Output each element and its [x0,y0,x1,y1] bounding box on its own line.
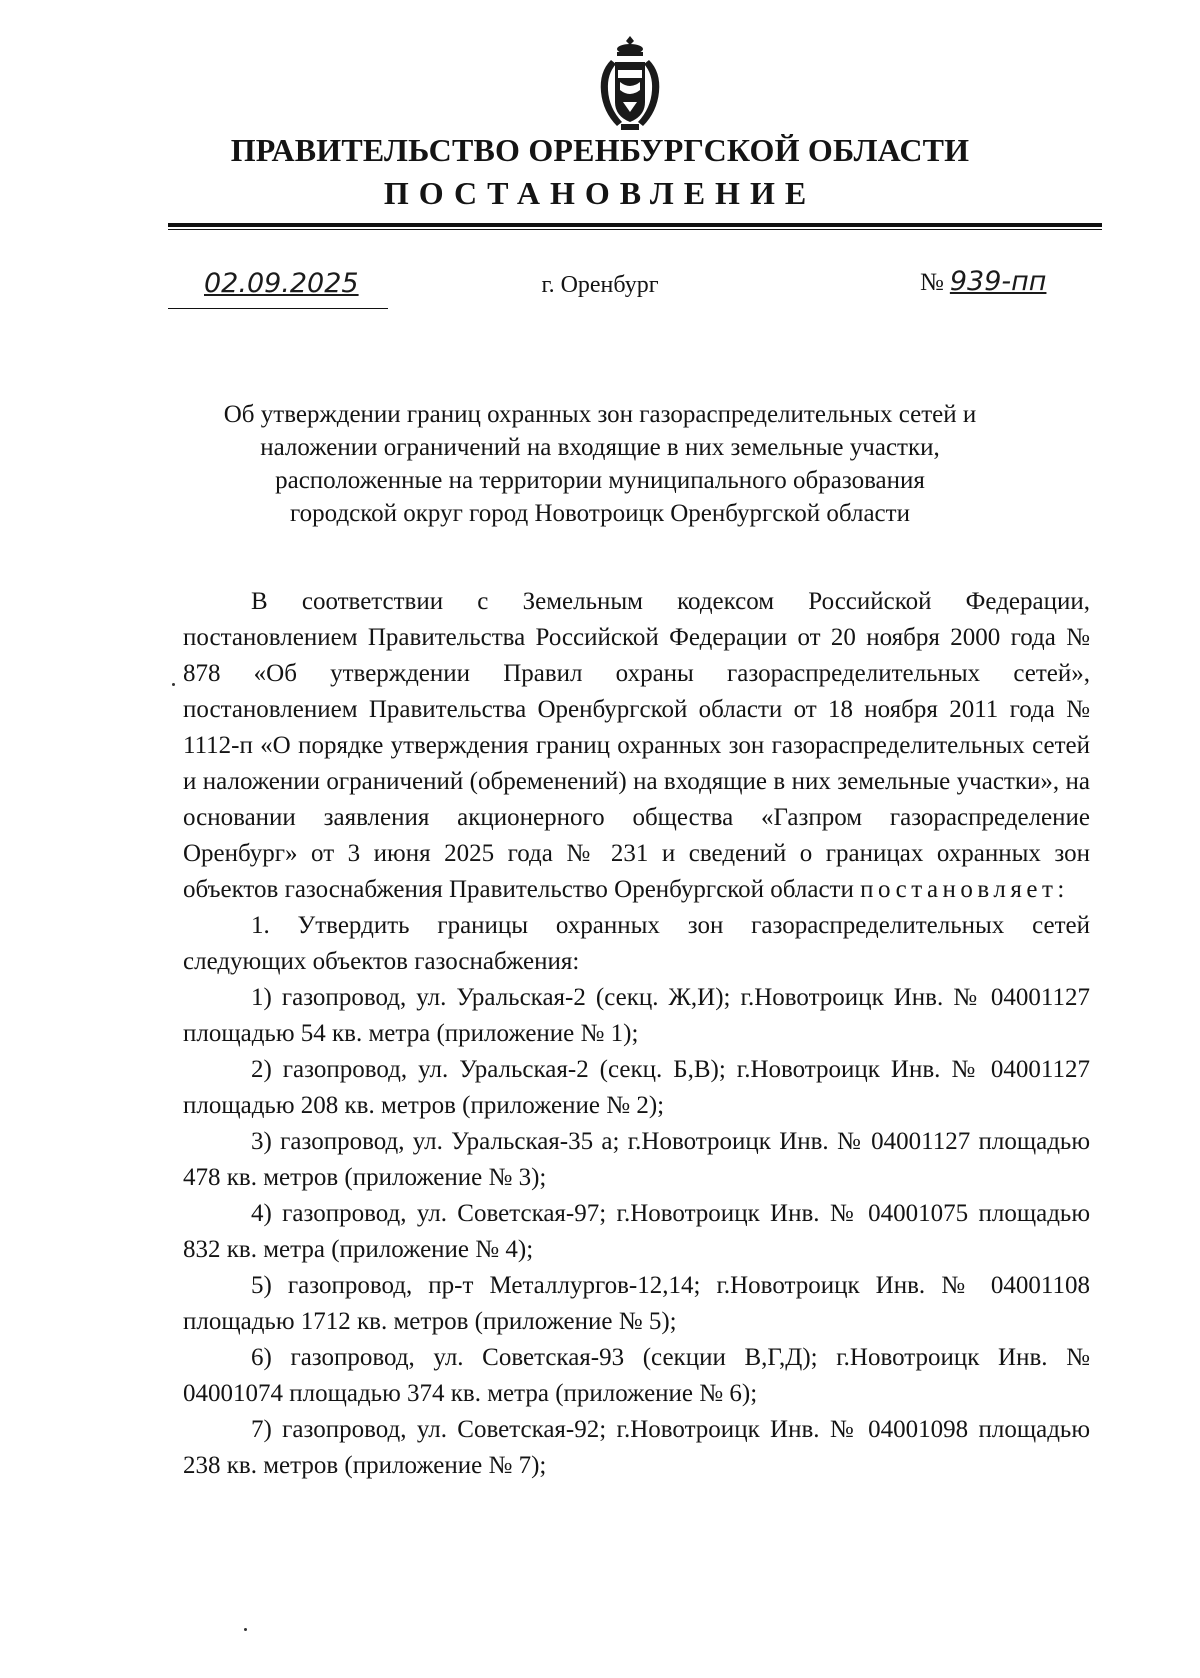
document-body [183,584,1090,1484]
header-rule-thick [168,223,1102,227]
title-line: наложении ограничений на входящие в них земельные участки, [260,434,940,461]
number-field [920,266,1046,297]
document-date: 02.09.2025 [204,268,359,299]
title-line: расположенные на территории муниципального образования [275,467,925,494]
scan-speck [172,683,175,686]
list-item: 5) газопровод, пр-т Металлургов-12,14; г.Новотроицк Инв. № 04001108 площадью 1712 кв. метров (приложение № 5); [183,1272,1090,1335]
list-item: 1) газопровод, ул. Уральская-2 (секц. Ж,И); г.Новотроицк Инв. № 04001127 площадью 54 кв. метра (приложение № 1); [183,984,1090,1047]
list-item: 7) газопровод, ул. Советская-92; г.Новотроицк Инв. № 04001098 площадью 238 кв. метров (приложение № 7); [183,1416,1090,1479]
document-type: ПОСТАНОВЛЕНИЕ [383,175,817,211]
point-1: 1. Утвердить границы охранных зон газораспределительных сетей следующих объектов газоснабжения: [183,912,1090,975]
organization-name: ПРАВИТЕЛЬСТВО ОРЕНБУРГСКОЙ ОБЛАСТИ [230,132,970,168]
scan-speck [244,1628,247,1631]
list-item: 4) газопровод, ул. Советская-97; г.Новотроицк Инв. № 04001075 площадью 832 кв. метра (приложение № 4); [183,1200,1090,1263]
number-prefix: № [920,269,944,296]
coat-of-arms-emblem [587,32,673,132]
document-city: г. Оренбург [541,272,659,298]
preamble-text: В соответствии с Земельным кодексом Российской Федерации, постановлением Правительства Российской Федерации от 20 ноября 2000 года № 878 «Об утверждении Правил охраны газораспределительных сетей», постановлением Правительства Оренбургской области от 18 ноября 2011 года № 1112-п «О порядке утверждения границ охранных зон газораспределительных сетей и наложении ограничений (обременений) на входящие в них земельные участки», на основании заявления акционерного общества «Газпром газораспределение Оренбург» от 3 июня 2025 года № 231 и сведений о границах охранных зон объектов газоснабжения Правительство Оренбургской области [183,588,1090,903]
resolves-word: постановляет: [860,876,1069,903]
list-item: 6) газопровод, ул. Советская-93 (секции В,Г,Д); г.Новотроицк Инв. № 04001074 площадью 374 кв. метра (приложение № 6); [183,1344,1090,1407]
preamble-paragraph [183,584,1090,908]
title-line: Об утверждении границ охранных зон газораспределительных сетей и [223,401,977,428]
list-item: 2) газопровод, ул. Уральская-2 (секц. Б,В); г.Новотроицк Инв. № 04001127 площадью 208 кв. метров (приложение № 2); [183,1056,1090,1119]
list-item: 3) газопровод, ул. Уральская-35 а; г.Новотроицк Инв. № 04001127 площадью 478 кв. метров (приложение № 3); [183,1128,1090,1191]
document-number: 939-пп [949,266,1047,297]
title-line: городской округ город Новотроицк Оренбургской области [290,500,910,527]
document-title [160,398,1040,530]
header-rule-thin [168,229,1102,230]
